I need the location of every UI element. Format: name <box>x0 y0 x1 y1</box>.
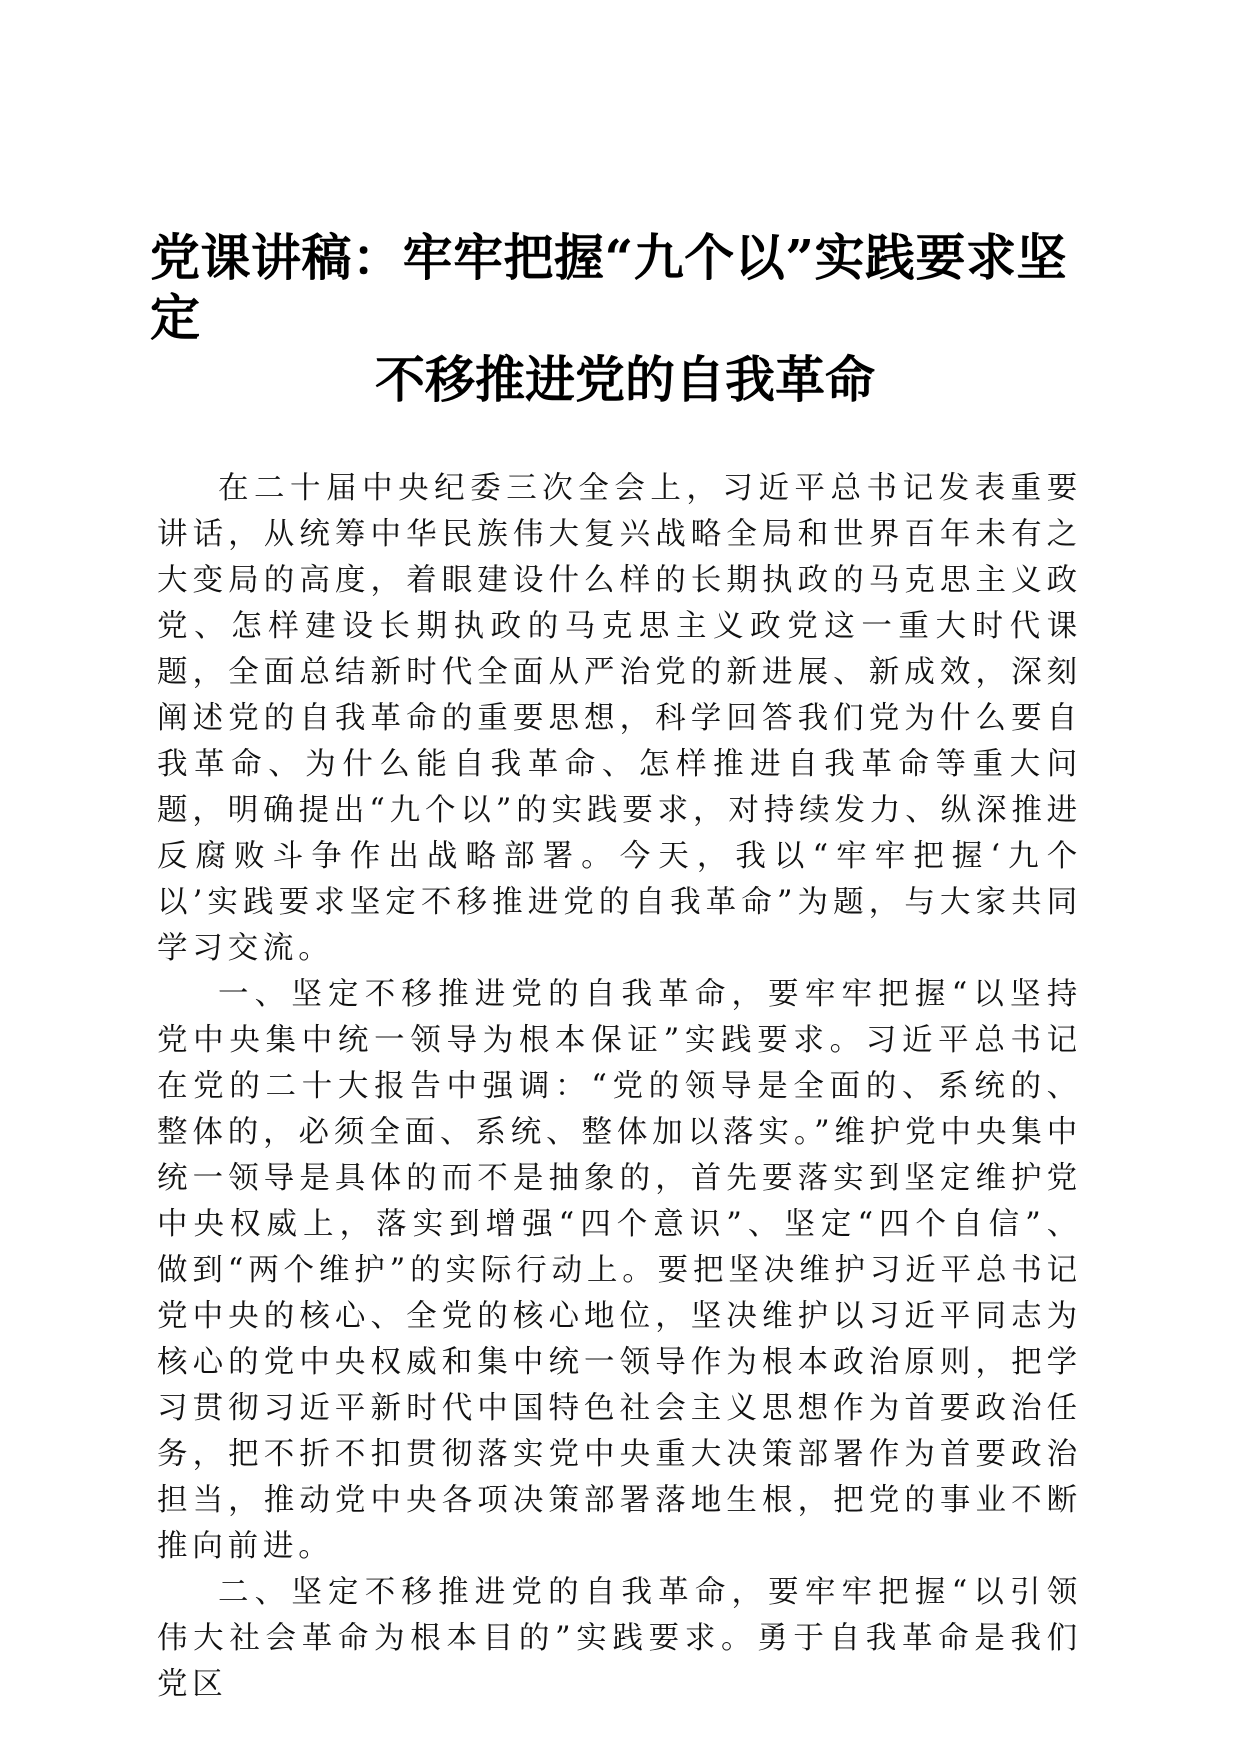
document-title-line-1: 党课讲稿：牢牢把握“九个以”实践要求坚定 <box>150 228 1068 347</box>
paragraph-section-1: 一、坚定不移推进党的自我革命，要牢牢把握“以坚持党中央集中统一领导为根本保证”实践要求。习近平总书记在党的二十大报告中强调：“党的领导是全面的、系统的、整体的，必须全面、系统、整体加以落实。”维护党中央集中统一领导是具体的而不是抽象的，首先要落实到坚定维护党中央权威上，落实到增强“四个意识”、坚定“四个自信”、做到“两个维护”的实际行动上。要把坚决维护习近平总书记党中央的核心、全党的核心地位，坚决维护以习近平同志为核心的党中央权威和集中统一领导作为根本政治原则，把学习贯彻习近平新时代中国特色社会主义思想作为首要政治任务，把不折不扣贯彻落实党中央重大决策部署作为首要政治担当，推动党中央各项决策部署落地生根，把党的事业不断推向前进。 <box>157 977 1082 1564</box>
paragraph-intro: 在二十届中央纪委三次全会上，习近平总书记发表重要讲话，从统筹中华民族伟大复兴战略全局和世界百年未有之大变局的高度，着眼建设什么样的长期执政的马克思主义政党、怎样建设长期执政的马克思主义政党这一重大时代课题，全面总结新时代全面从严治党的新进展、新成效，深刻阐述党的自我革命的重要思想，科学回答我们党为什么要自我革命、为什么能自我革命、怎样推进自我革命等重大问题，明确提出“九个以”的实践要求，对持续发力、纵深推进反腐败斗争作出战略部署。今天，我以“牢牢把握‘九个以’实践要求坚定不移推进党的自我革命”为题，与大家共同学习交流。 <box>157 471 1082 966</box>
paragraph-section-2: 二、坚定不移推进党的自我革命，要牢牢把握“以引领伟大社会革命为根本目的”实践要求。勇于自我革命是我们党区 <box>157 1575 1082 1702</box>
document-body <box>157 466 1082 1708</box>
document-title-line-2: 不移推进党的自我革命 <box>375 350 875 409</box>
